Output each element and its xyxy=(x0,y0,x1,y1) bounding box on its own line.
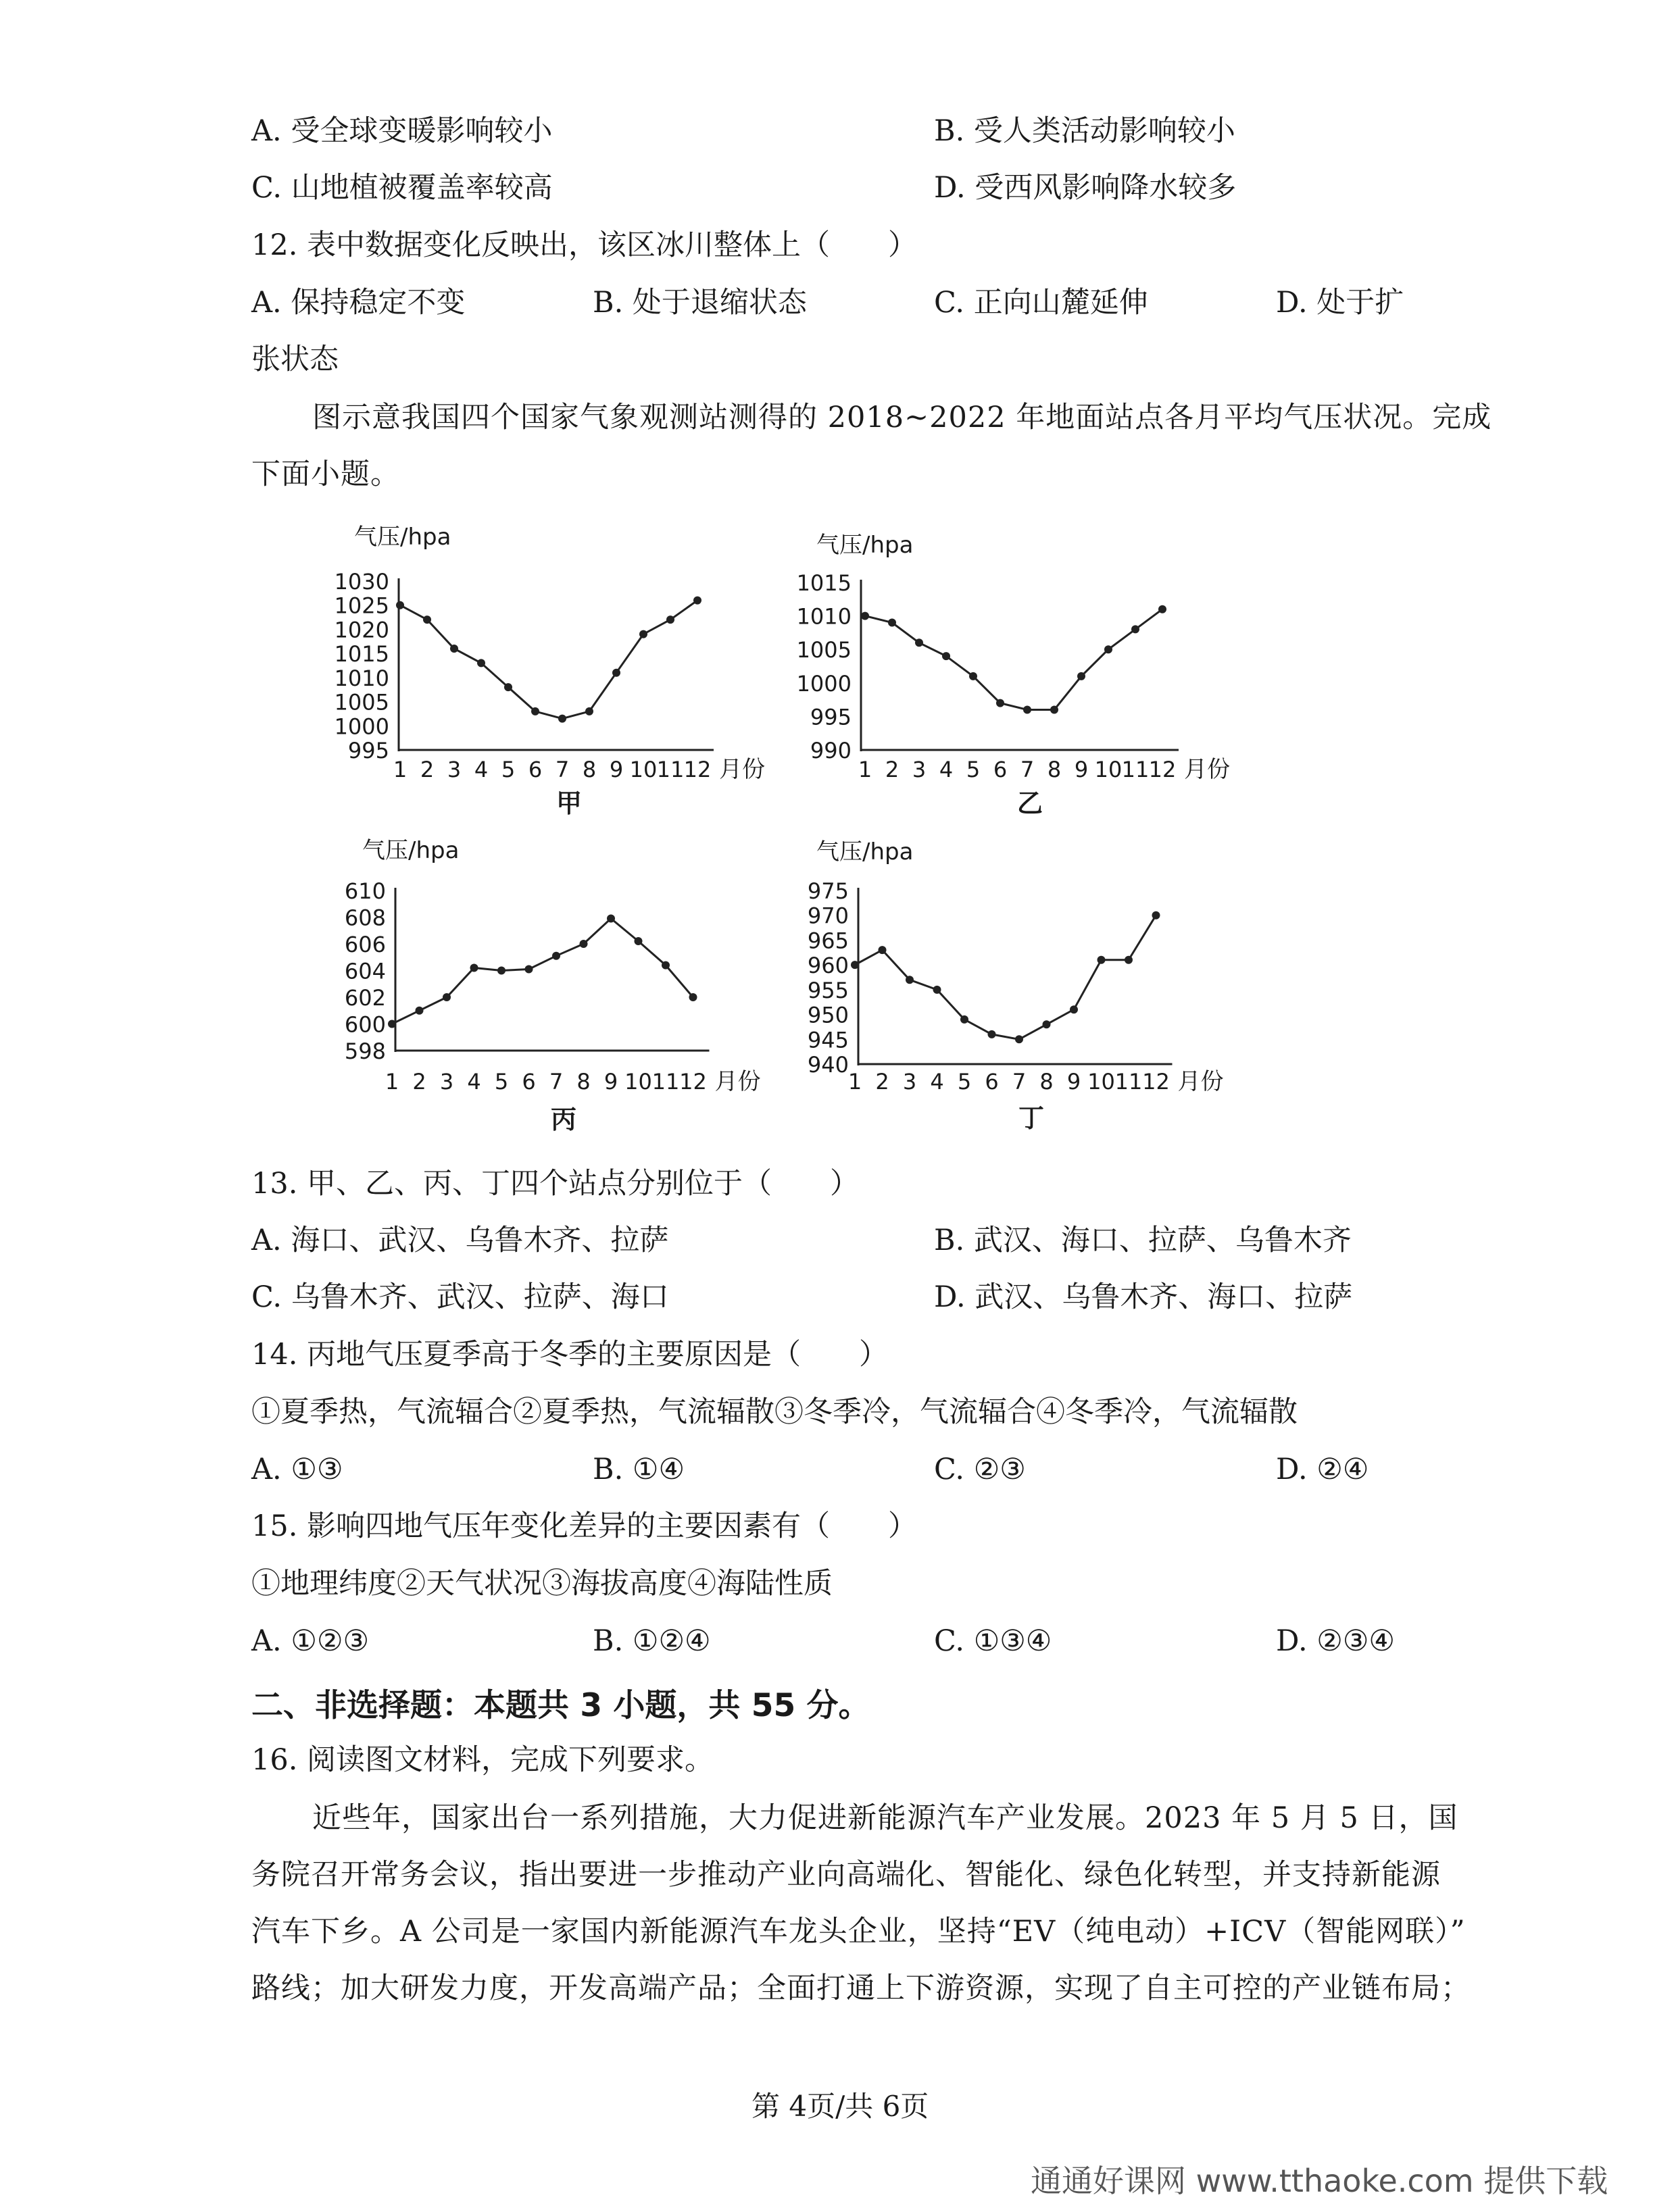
x-tick-label: 7 xyxy=(549,1069,564,1095)
y-tick-label: 598 xyxy=(344,1038,386,1064)
section-heading: 二、非选择题：本题共 3 小题，共 55 分。 xyxy=(251,1687,870,1724)
x-tick-label: 11 xyxy=(1121,757,1150,782)
data-point xyxy=(525,965,533,974)
y-tick-label: 610 xyxy=(344,878,386,904)
data-point xyxy=(906,976,914,984)
q12-option-b: B. 处于退缩状态 xyxy=(593,286,807,320)
x-tick-label: 3 xyxy=(902,1069,917,1095)
y-tick-label: 608 xyxy=(344,905,386,931)
q16-paragraph-line-3: 汽车下乡。A 公司是一家国内新能源汽车龙头企业，坚持“EV（纯电动）+ICV（智能网联）” xyxy=(251,1915,1466,1949)
data-point xyxy=(666,615,674,624)
data-point xyxy=(639,630,647,638)
x-tick-label: 4 xyxy=(930,1069,944,1095)
data-point xyxy=(861,612,869,620)
x-tick-label: 11 xyxy=(1114,1069,1143,1095)
x-tick-label: 7 xyxy=(555,757,570,782)
y-tick-label: 970 xyxy=(807,903,849,929)
x-tick-label: 6 xyxy=(528,757,543,782)
q13-option-d: D. 武汉、乌鲁木齐、海口、拉萨 xyxy=(934,1280,1353,1314)
x-tick-label: 2 xyxy=(420,757,435,782)
x-tick-label: 4 xyxy=(467,1069,481,1095)
y-tick-label: 1005 xyxy=(334,689,389,715)
q12-option-a: A. 保持稳定不变 xyxy=(251,286,466,320)
q16-paragraph-line-1: 近些年，国家出台一系列措施，大力促进新能源汽车产业发展。2023 年 5 月 5 日，国 xyxy=(312,1801,1458,1835)
x-tick-label: 1 xyxy=(393,757,408,782)
q13-option-b: B. 武汉、海口、拉萨、乌鲁木齐 xyxy=(934,1224,1352,1257)
intro-line-2: 下面小题。 xyxy=(251,457,400,491)
data-point xyxy=(960,1015,968,1024)
chart-title: 甲 xyxy=(556,788,583,818)
q12-option-d: D. 处于扩 xyxy=(1276,286,1404,320)
q13-option-a: A. 海口、武汉、乌鲁木齐、拉萨 xyxy=(251,1224,669,1257)
x-tick-label: 1 xyxy=(858,757,872,782)
data-point xyxy=(1131,625,1139,633)
data-point xyxy=(1125,956,1133,964)
q13-stem: 13. 甲、乙、丙、丁四个站点分别位于（ ） xyxy=(251,1167,860,1201)
data-point xyxy=(396,601,404,609)
y-tick-label: 940 xyxy=(807,1052,849,1078)
x-tick-label: 11 xyxy=(651,1069,680,1095)
y-tick-label: 602 xyxy=(344,985,386,1011)
x-tick-label: 8 xyxy=(576,1069,591,1095)
data-point xyxy=(662,961,670,970)
q16-paragraph-line-4: 路线；加大研发力度，开发高端产品；全面打通上下游资源，实现了自主可控的产业链布局； xyxy=(251,1971,1471,2005)
x-tick-label: 8 xyxy=(1047,757,1062,782)
q11-option-b: B. 受人类活动影响较小 xyxy=(934,114,1235,148)
q15-option-d: D. ②③④ xyxy=(1276,1624,1395,1658)
data-point xyxy=(1152,911,1160,920)
x-tick-label: 10 xyxy=(629,757,658,782)
y-tick-label: 965 xyxy=(807,928,849,954)
x-tick-label: 12 xyxy=(679,1069,707,1095)
y-tick-label: 1015 xyxy=(334,641,389,668)
data-point xyxy=(450,645,458,653)
data-point xyxy=(1050,706,1058,714)
series-line xyxy=(855,915,1156,1040)
data-point xyxy=(416,1007,424,1015)
data-point xyxy=(612,669,620,677)
y-tick-label: 1000 xyxy=(796,670,852,697)
y-tick-label: 950 xyxy=(807,1002,849,1028)
x-tick-label: 3 xyxy=(912,757,927,782)
x-tick-label: 2 xyxy=(412,1069,426,1095)
x-tick-label: 12 xyxy=(1142,1069,1170,1095)
data-point xyxy=(497,967,506,975)
q16-paragraph-line-2: 务院召开常务会议，指出要进一步推动产业向高端化、智能化、绿色化转型，并支持新能源 xyxy=(251,1858,1441,1892)
x-tick-label: 12 xyxy=(683,757,712,782)
data-point xyxy=(1158,605,1166,613)
x-tick-label: 5 xyxy=(494,1069,509,1095)
y-tick-label: 955 xyxy=(807,977,849,1003)
data-point xyxy=(988,1030,996,1038)
x-tick-label: 9 xyxy=(1074,757,1089,782)
x-axis-label: 月份 xyxy=(1184,756,1230,783)
watermark: 通通好课网 www.tthaoke.com 提供下载 xyxy=(1031,2163,1608,2199)
data-point xyxy=(470,964,478,972)
x-tick-label: 4 xyxy=(939,757,954,782)
data-point xyxy=(423,615,431,624)
data-point xyxy=(477,659,485,667)
y-tick-label: 995 xyxy=(810,704,852,730)
x-tick-label: 8 xyxy=(1039,1069,1054,1095)
x-tick-label: 3 xyxy=(447,757,462,782)
x-tick-label: 10 xyxy=(624,1069,652,1095)
x-tick-label: 6 xyxy=(993,757,1008,782)
q11-option-d: D. 受西风影响降水较多 xyxy=(934,171,1237,205)
y-tick-label: 1005 xyxy=(796,637,852,663)
data-point xyxy=(1077,672,1085,680)
y-tick-label: 600 xyxy=(344,1011,386,1038)
y-tick-label: 945 xyxy=(807,1027,849,1053)
data-point xyxy=(1023,706,1031,714)
x-tick-label: 9 xyxy=(603,1069,618,1095)
x-tick-label: 1 xyxy=(847,1069,862,1095)
data-point xyxy=(915,638,923,647)
x-tick-label: 5 xyxy=(957,1069,972,1095)
x-tick-label: 11 xyxy=(656,757,685,782)
y-axis-label: 气压/hpa xyxy=(354,524,451,551)
y-tick-label: 1020 xyxy=(334,617,389,643)
data-point xyxy=(585,707,593,715)
x-tick-label: 7 xyxy=(1020,757,1035,782)
data-point xyxy=(531,707,539,715)
data-point xyxy=(996,699,1004,707)
q15-option-a: A. ①②③ xyxy=(251,1624,370,1658)
data-point xyxy=(933,986,941,994)
x-tick-label: 8 xyxy=(582,757,597,782)
q16-stem: 16. 阅读图文材料，完成下列要求。 xyxy=(251,1743,714,1777)
series-line xyxy=(400,601,697,719)
intro-line-1: 图示意我国四个国家气象观测站测得的 2018~2022 年地面站点各月平均气压状况。完成 xyxy=(312,401,1492,434)
q15-option-b: B. ①②④ xyxy=(593,1624,711,1658)
q14-option-d: D. ②④ xyxy=(1276,1453,1369,1486)
data-point xyxy=(1015,1035,1023,1043)
q15-option-c: C. ①③④ xyxy=(934,1624,1052,1658)
chart-title: 乙 xyxy=(1016,788,1043,818)
data-point xyxy=(689,993,697,1001)
x-tick-label: 5 xyxy=(501,757,516,782)
y-tick-label: 1025 xyxy=(334,593,389,619)
data-point xyxy=(851,961,859,969)
data-point xyxy=(504,683,512,691)
x-tick-label: 9 xyxy=(1066,1069,1081,1095)
data-point xyxy=(635,937,643,945)
y-tick-label: 960 xyxy=(807,953,849,979)
data-point xyxy=(1043,1020,1051,1028)
page-footer: 第 4页/共 6页 xyxy=(751,2090,929,2123)
data-point xyxy=(388,1020,396,1028)
x-tick-label: 5 xyxy=(966,757,981,782)
y-tick-label: 975 xyxy=(807,878,849,904)
data-point xyxy=(1070,1005,1078,1013)
q14-stem: 14. 丙地气压夏季高于冬季的主要原因是（ ） xyxy=(251,1338,889,1372)
y-axis-label: 气压/hpa xyxy=(362,837,460,864)
y-tick-label: 995 xyxy=(347,738,389,763)
q11-option-c: C. 山地植被覆盖率较高 xyxy=(251,171,553,205)
data-point xyxy=(969,672,977,680)
y-tick-label: 604 xyxy=(344,958,386,984)
x-tick-label: 12 xyxy=(1148,757,1177,782)
y-tick-label: 1010 xyxy=(796,603,852,630)
q12-option-c: C. 正向山麓延伸 xyxy=(934,286,1148,320)
x-tick-label: 1 xyxy=(385,1069,399,1095)
y-tick-label: 990 xyxy=(810,738,852,763)
q14-option-a: A. ①③ xyxy=(251,1453,343,1486)
x-tick-label: 6 xyxy=(985,1069,999,1095)
q14-items: ①夏季热，气流辐合②夏季热，气流辐散③冬季冷，气流辐合④冬季冷，气流辐散 xyxy=(251,1395,1298,1429)
x-tick-label: 4 xyxy=(474,757,489,782)
q15-items: ①地理纬度②天气状况③海拔高度④海陆性质 xyxy=(251,1567,833,1601)
data-point xyxy=(558,715,566,723)
data-point xyxy=(580,940,588,948)
x-tick-label: 10 xyxy=(1087,1069,1115,1095)
x-axis-label: 月份 xyxy=(714,1068,761,1095)
q14-option-c: C. ②③ xyxy=(934,1453,1026,1486)
series-line xyxy=(392,919,693,1024)
x-axis-label: 月份 xyxy=(719,756,765,783)
data-point xyxy=(942,652,950,660)
y-tick-label: 1010 xyxy=(334,665,389,691)
data-point xyxy=(1104,645,1112,653)
y-tick-label: 1000 xyxy=(334,713,389,740)
data-point xyxy=(879,946,887,954)
q12-option-d-cont: 张状态 xyxy=(251,343,339,376)
y-axis-label: 气压/hpa xyxy=(816,838,914,865)
q15-stem: 15. 影响四地气压年变化差异的主要因素有（ ） xyxy=(251,1509,918,1543)
q11-option-a: A. 受全球变暖影响较小 xyxy=(251,114,553,148)
q13-option-c: C. 乌鲁木齐、武汉、拉萨、海口 xyxy=(251,1280,669,1314)
data-point xyxy=(1098,956,1106,964)
q14-option-b: B. ①④ xyxy=(593,1453,685,1486)
y-tick-label: 606 xyxy=(344,932,386,957)
x-axis-label: 月份 xyxy=(1177,1068,1224,1095)
chart-title: 丁 xyxy=(1018,1103,1045,1133)
data-point xyxy=(607,915,615,923)
x-tick-label: 2 xyxy=(885,757,899,782)
data-point xyxy=(552,952,560,960)
y-tick-label: 1030 xyxy=(334,569,389,595)
data-point xyxy=(443,993,451,1001)
x-tick-label: 9 xyxy=(609,757,624,782)
x-tick-label: 10 xyxy=(1094,757,1123,782)
series-line xyxy=(865,609,1162,710)
data-point xyxy=(888,619,896,627)
x-tick-label: 7 xyxy=(1012,1069,1027,1095)
x-tick-label: 2 xyxy=(875,1069,889,1095)
q12-stem: 12. 表中数据变化反映出，该区冰川整体上（ ） xyxy=(251,228,918,262)
chart-title: 丙 xyxy=(550,1105,577,1134)
y-axis-label: 气压/hpa xyxy=(816,532,914,559)
x-tick-label: 3 xyxy=(439,1069,454,1095)
x-tick-label: 6 xyxy=(522,1069,536,1095)
y-tick-label: 1015 xyxy=(796,570,852,596)
data-point xyxy=(693,597,701,605)
